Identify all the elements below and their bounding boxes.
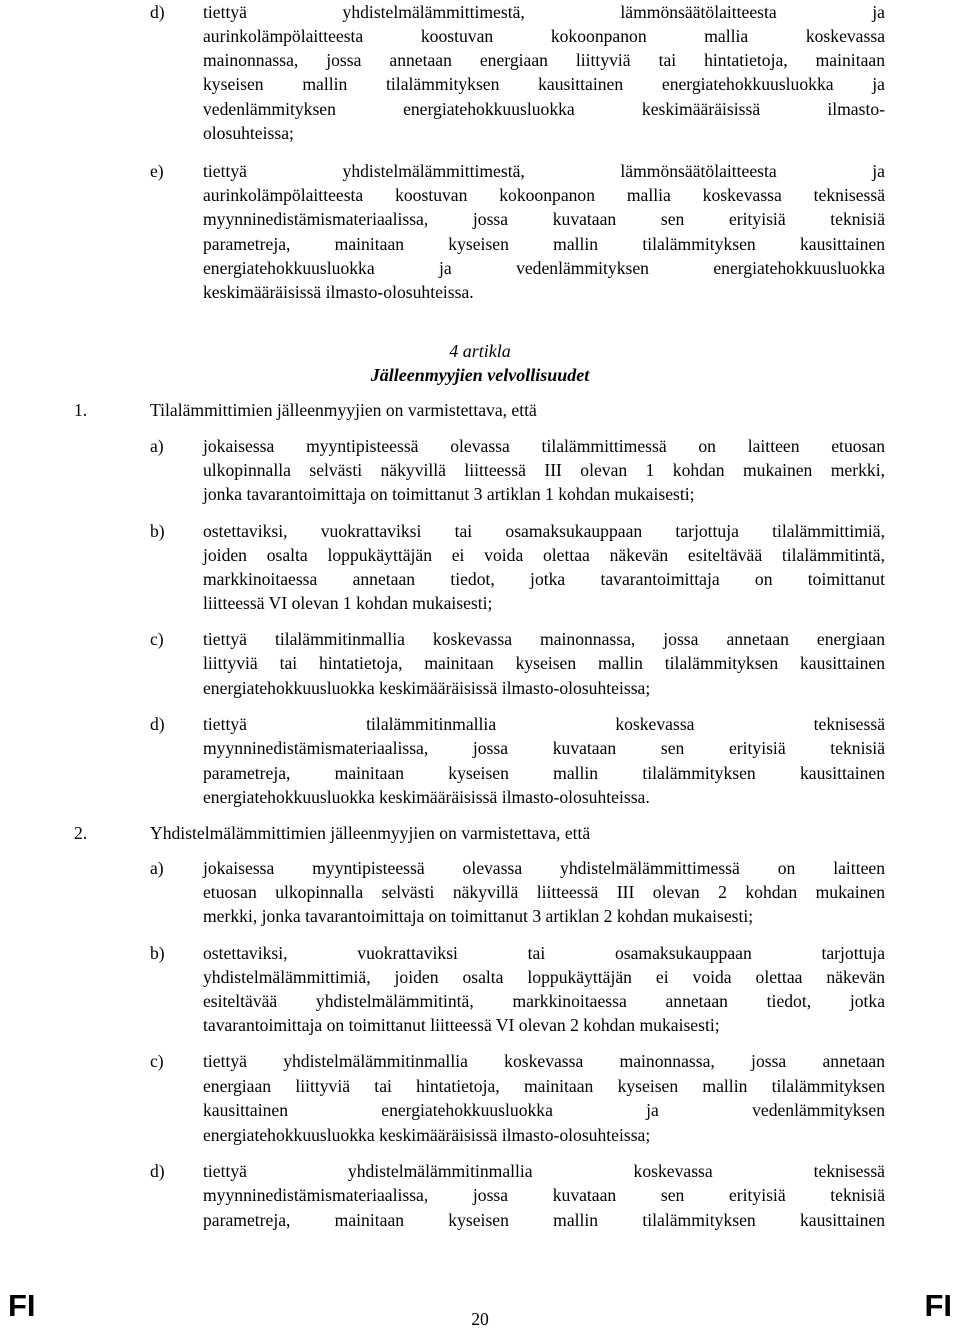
text-line: tavarantoimittaja on toimittanut liitteessä VI olevan 2 kohdan mukaisesti; — [203, 1015, 720, 1035]
article-title: Jälleenmyyjien velvollisuudet — [370, 365, 590, 385]
section-number: 1. — [74, 400, 88, 420]
text-line: ostettaviksi, vuokrattaviksi tai osamaksukauppaan tarjottuja tilalämmittimiä, — [203, 521, 885, 541]
text-line: kyseisen mallin tilalämmityksen kausittainen energiatehokkuusluokka ja — [203, 74, 885, 94]
text-line: kausittainen energiatehokkuusluokka ja vedenlämmityksen — [203, 1100, 885, 1120]
item-label: d) — [150, 714, 165, 734]
text-line: aurinkolämpölaitteesta koostuvan kokoonpanon mallia koskevassa teknisessä — [203, 185, 885, 205]
item-label: c) — [150, 629, 164, 649]
text-line: mainonnassa, jossa annetaan energiaan liittyviä tai hintatietoja, mainitaan — [203, 50, 885, 70]
text-line: parametreja, mainitaan kyseisen mallin tilalämmityksen kausittainen — [203, 763, 885, 783]
item-label: e) — [150, 161, 164, 181]
text-line: keskimääräisissä ilmasto-olosuhteissa. — [203, 282, 474, 302]
text-line: jokaisessa myyntipisteessä olevassa yhdistelmälämmittimessä on laitteen — [203, 858, 885, 878]
text-line: tiettyä yhdistelmälämmitinmallia koskevassa mainonnassa, jossa annetaan — [203, 1051, 885, 1071]
footer-lang-left: FI — [8, 1288, 36, 1323]
text-line: parametreja, mainitaan kyseisen mallin tilalämmityksen kausittainen — [203, 234, 885, 254]
text-line: etuosan ulkopinnalla selvästi näkyvillä liitteessä III olevan 2 kohdan mukainen — [203, 882, 885, 902]
text-line: jokaisessa myyntipisteessä olevassa tilalämmittimessä on laitteen etuosan — [203, 436, 885, 456]
article-number: 4 artikla — [449, 341, 511, 361]
item-label: a) — [150, 858, 164, 878]
text-line: energiatehokkuusluokka keskimääräisissä ilmasto-olosuhteissa. — [203, 787, 650, 807]
text-line: liitteessä VI olevan 1 kohdan mukaisesti; — [203, 593, 493, 613]
text-line: aurinkolämpölaitteesta koostuvan kokoonpanon mallia koskevassa — [203, 26, 885, 46]
text-line: olosuhteissa; — [203, 123, 294, 143]
item-label: b) — [150, 943, 165, 963]
text-line: ostettaviksi, vuokrattaviksi tai osamaksukauppaan tarjottuja — [203, 943, 885, 963]
text-line: tiettyä yhdistelmälämmittimestä, lämmönsäätölaitteesta ja — [203, 2, 885, 22]
text-line: esiteltävää yhdistelmälämmitintä, markkinoitaessa annetaan tiedot, jotka — [203, 991, 885, 1011]
section-intro: Yhdistelmälämmittimien jälleenmyyjien on varmistettava, että — [150, 823, 591, 843]
text-line: myynninedistämismateriaalissa, jossa kuvataan sen erityisiä teknisiä — [203, 209, 885, 229]
footer-lang-right: FI — [924, 1288, 952, 1323]
text-line: vedenlämmityksen energiatehokkuusluokka keskimääräisissä ilmasto- — [203, 99, 885, 119]
item-label: d) — [150, 1161, 165, 1181]
page-number: 20 — [471, 1309, 489, 1329]
text-line: energiaan liittyviä tai hintatietoja, mainitaan kyseisen mallin tilalämmityksen — [203, 1076, 885, 1096]
text-line: yhdistelmälämmittimiä, joiden osalta loppukäyttäjän ei voida olettaa näkevän — [203, 967, 885, 987]
text-line: tiettyä yhdistelmälämmitinmallia koskevassa teknisessä — [203, 1161, 885, 1181]
text-line: jonka tavarantoimittaja on toimittanut 3 artiklan 1 kohdan mukaisesti; — [203, 484, 695, 504]
text-line: energiatehokkuusluokka keskimääräisissä ilmasto-olosuhteissa; — [203, 678, 651, 698]
section-number: 2. — [74, 823, 88, 843]
text-line: joiden osalta loppukäyttäjän ei voida olettaa näkevän esiteltävää tilalämmitintä, — [203, 545, 885, 565]
item-label: d) — [150, 2, 165, 22]
text-line: merkki, jonka tavarantoimittaja on toimittanut 3 artiklan 2 kohdan mukaisesti; — [203, 906, 754, 926]
item-label: a) — [150, 436, 164, 456]
section-intro: Tilalämmittimien jälleenmyyjien on varmistettava, että — [150, 400, 537, 420]
item-label: b) — [150, 521, 165, 541]
text-line: ulkopinnalla selvästi näkyvillä liitteessä III olevan 1 kohdan mukainen merkki, — [203, 460, 885, 480]
text-line: myynninedistämismateriaalissa, jossa kuvataan sen erityisiä teknisiä — [203, 738, 885, 758]
text-line: markkinoitaessa annetaan tiedot, jotka tavarantoimittaja on toimittanut — [203, 569, 885, 589]
text-line: parametreja, mainitaan kyseisen mallin tilalämmityksen kausittainen — [203, 1210, 885, 1230]
text-line: liittyviä tai hintatietoja, mainitaan kyseisen mallin tilalämmityksen kausittainen — [203, 653, 885, 673]
text-line: energiatehokkuusluokka keskimääräisissä ilmasto-olosuhteissa; — [203, 1125, 651, 1145]
text-line: myynninedistämismateriaalissa, jossa kuvataan sen erityisiä teknisiä — [203, 1185, 885, 1205]
text-line: tiettyä tilalämmitinmallia koskevassa teknisessä — [203, 714, 885, 734]
text-line: energiatehokkuusluokka ja vedenlämmityksen energiatehokkuusluokka — [203, 258, 885, 278]
item-label: c) — [150, 1051, 164, 1071]
text-line: tiettyä yhdistelmälämmittimestä, lämmönsäätölaitteesta ja — [203, 161, 885, 181]
text-line: tiettyä tilalämmitinmallia koskevassa mainonnassa, jossa annetaan energiaan — [203, 629, 885, 649]
